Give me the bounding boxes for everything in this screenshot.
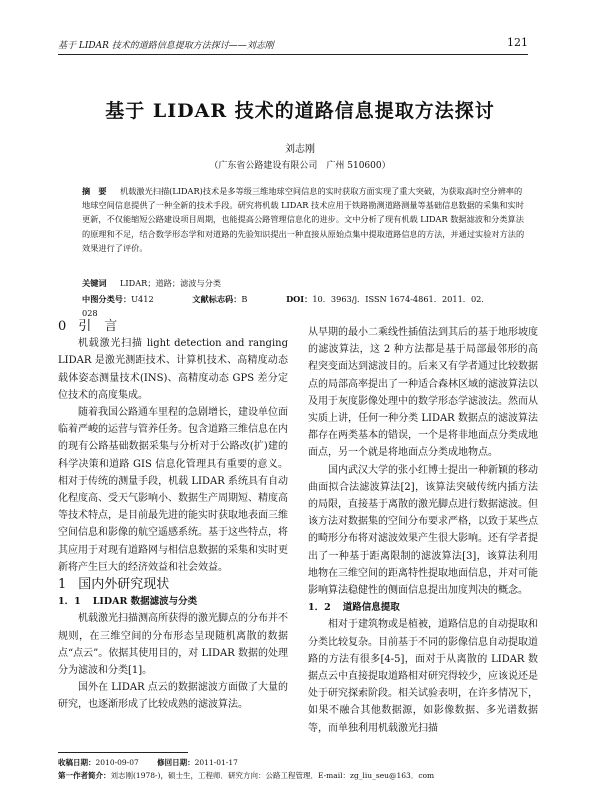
clc-label: 中图分类号：	[82, 294, 132, 304]
paragraph: 机载激光扫描 light detection and ranging LIDAR 是激光测距技术、计算机技术、高精度动态载体姿态测量技术(INS)、高精度动态 GPS 差分定位技术的高度集成。	[58, 338, 288, 401]
section-title: 国内外研究现状	[78, 577, 170, 593]
author: 刘志刚	[285, 144, 315, 155]
keywords-text: LIDAR；道路；滤波与分类	[120, 278, 222, 288]
clc-value: U412	[131, 294, 154, 304]
section-number: 1	[58, 577, 67, 593]
section-title: 引 言	[78, 319, 118, 334]
doc-code-value: B	[241, 294, 248, 304]
revised-date: 2011-01-17	[194, 758, 238, 767]
abstract	[82, 184, 528, 255]
doi-value: 10．3963/j．ISSN 1674-4861．2011．02．028	[82, 294, 490, 319]
paragraph: 从早期的最小二乘线性插值法到其后的基于地形坡度的滤波算法，这 2 种方法都是基于局部最邻形的高程突变面达到滤波目的。后来又有学者通过比较数据点的局部高率提出了一种适合森林区域的滤波算法以及用于灰度影像处理中的数学形态学滤波法。然而从实质上讲，任何一种分类 LIDAR 数据点的滤波算法都存在两类基本的错误，一个是将非地面点分类成地面点，另一个就是将地面点分类成地物点。	[308, 327, 538, 459]
footnote-dates	[58, 756, 538, 769]
subsection-title: LIDAR 数据滤波与分类	[92, 596, 198, 608]
paragraph: 随着我国公路通车里程的急剧增长，建设单位面临着严峻的运营与管养任务。包含道路三维信息在内的现有公路基础数据采集与分析对于公路改(扩)建的科学决策和道路 GIS 信息化管理具有重要的意义。相对于传统的测量手段，机载 LIDAR 系统具有自动化程度高、受天气影响小、数据生产周期短、精度高等技术特点，是目前最先进的能实时获取地表面三维空间信息和影像的航空遥感系统。基于这些特点，将其应用于对现有道路网与相信息数据的采集和实时更新将产生巨大的经济效益和社会效益。	[58, 407, 288, 573]
doi-label: DOI：	[286, 294, 313, 304]
left-column	[58, 318, 288, 714]
page-number: 121	[507, 36, 528, 49]
paragraph: 相对于建筑物或是植被，道路信息的自动提取和分类比较复杂。目前基于不同的影像信息自动提取道路的方法有很多[4-5]，面对于从离散的 LIDAR 数据点云中直接提取道路相对研究得较少，应该说还是处于研究探索阶段。相关试验表明，在许多情况下，如果不融合其他数据源，如影像数据、多光谱数据等，而单独利用机载激光扫描	[308, 619, 538, 734]
subsection-number: 1．2	[308, 602, 331, 614]
received-date: 2010-09-07	[95, 758, 139, 767]
header-rule	[58, 54, 528, 55]
affiliation: （广东省公路建设有限公司 广州 510600）	[209, 161, 391, 171]
classification-line	[82, 292, 528, 320]
bio-text: 刘志刚(1978-)，硕士生，工程师．研究方向：公路工程管理．E-mail：zg_liu_seu@163．com	[110, 771, 435, 780]
footnote-rule	[58, 752, 188, 753]
abstract-text: 机载激光扫描(LIDAR)技术是多等级三维地球空间信息的实时获取方面实现了重大突破，为获取高时空分辨率的地球空间信息提供了一种全新的技术手段。研究将机载 LIDAR 技术应用于铁路勘测道路测量等基础信息数据的采集和实时更新，不仅能缩短公路建设项目周期，也能提高公路管理信息化的进步。文中分析了现有机载 LIDAR 数据滤波和分类算法的原理和不足，结合数学形态学和对道路的先验知识提出一种直接从原始点集中提取道路信息的方法，并通过实验对方法的效果进行了评价。	[82, 186, 525, 253]
right-column	[308, 324, 538, 737]
footnotes	[58, 756, 538, 782]
bio-label: 第一作者简介：	[58, 771, 111, 780]
subsection-title: 道路信息提取	[342, 602, 400, 614]
subsection-heading-1-2	[308, 599, 538, 616]
revised-label: 修回日期：	[157, 758, 195, 767]
paragraph: 机载激光扫描测高所获得的激光脚点的分布并不规则，在三维空间的分布形态呈现随机离散的数据点“点云”。依据其使用目的，对 LIDAR 数据的处理分为滤波和分类[1]。	[58, 613, 288, 677]
section-number: 0	[58, 319, 67, 334]
abstract-label: 摘 要	[82, 186, 107, 196]
subsection-number: 1．1	[58, 596, 81, 608]
paragraph: 国内武汉大学的张小红博士提出一种新颖的移动曲面拟合法滤波算法[2]，该算法突破传统内插方法的局限，直接基于离散的激光脚点进行数据滤波。但该方法对数据集的空间分布要求严格，以致于某些点的畸形分布将对滤波效果产生很大影响。还有学者提出了一种基于距离限制的滤波算法[3]，该算法利用地物在三维空间的距离特性提取地面信息，并对可能影响算法稳健性的侧面信息提出加度判决的概念。	[308, 464, 538, 597]
running-header	[58, 36, 528, 52]
section-heading-intro	[58, 318, 288, 335]
keywords-label: 关键词	[82, 278, 107, 288]
doc-code-label: 文献标志码：	[192, 294, 242, 304]
running-title: 基于 LIDAR 技术的道路信息提取方法探讨——刘志刚	[58, 41, 274, 51]
paper-title: 基于 LIDAR 技术的道路信息提取方法探讨	[105, 100, 495, 122]
received-label: 收稿日期：	[58, 758, 96, 767]
subsection-heading-1-1	[58, 593, 288, 610]
footnote-author-bio	[58, 769, 538, 782]
section-heading-1	[58, 576, 288, 593]
paragraph: 国外在 LIDAR 点云的数据滤波方面做了大量的研究，也逐渐形成了比较成熟的滤波算法。	[58, 682, 288, 711]
keywords	[82, 276, 528, 290]
